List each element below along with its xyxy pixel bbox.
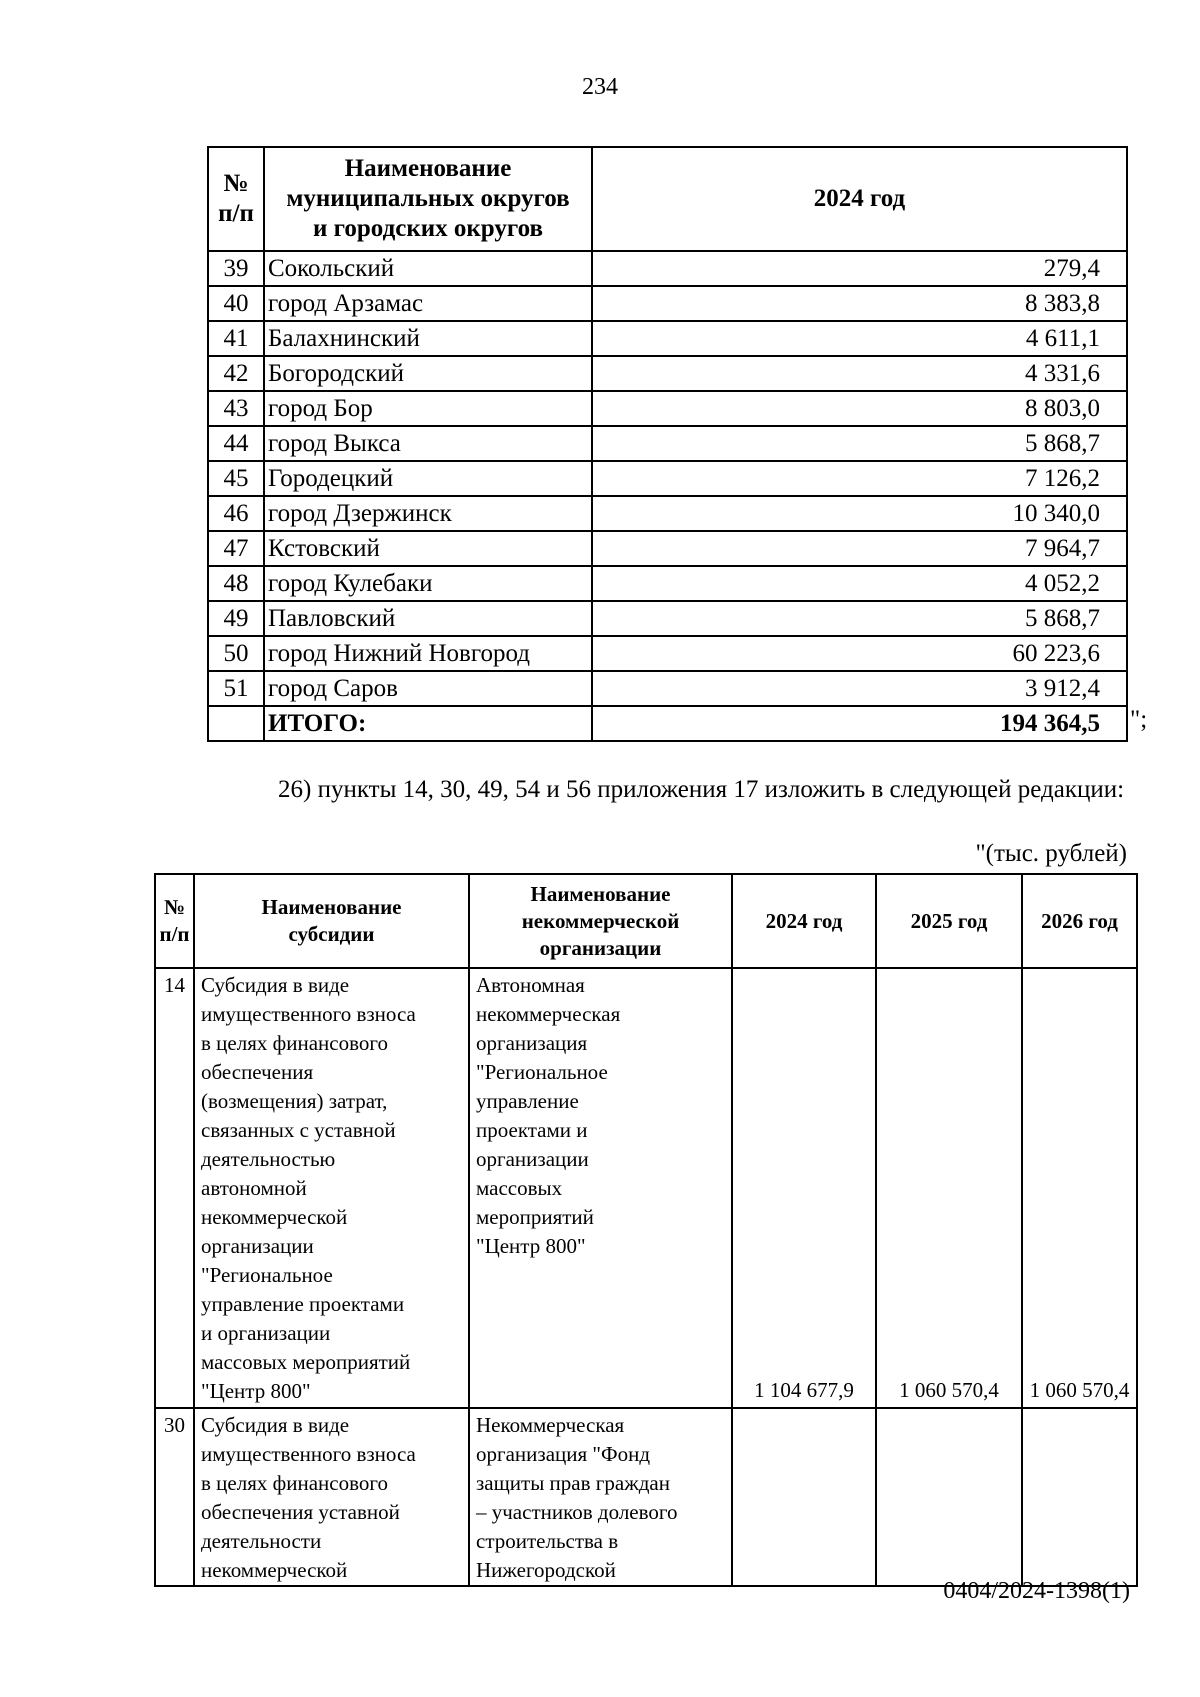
table1-header-row: [208, 147, 1127, 251]
amount-2024: 4 331,6: [592, 356, 1127, 391]
table-row: [208, 601, 1127, 636]
organization-name: [469, 968, 732, 1408]
amount-2024: 10 340,0: [592, 496, 1127, 531]
amount-2025: 1 060 570,4: [876, 968, 1022, 1408]
row-number: 50: [208, 636, 264, 671]
total-value: 194 364,5: [592, 706, 1127, 741]
table-row: [208, 566, 1127, 601]
amount-2024: 4 052,2: [592, 566, 1127, 601]
subsidy-line: автономной: [201, 1176, 307, 1200]
header-org-line: некоммерческой: [521, 908, 680, 933]
org-line: строительства в: [476, 1529, 619, 1553]
subsidy-line: "Центр 800": [201, 1379, 311, 1403]
row-number: 44: [208, 426, 264, 461]
header-subsidy-line: Наименование: [261, 895, 402, 919]
table-row: [208, 321, 1127, 356]
row-number: 46: [208, 496, 264, 531]
total-label: ИТОГО:: [264, 706, 592, 741]
amount-2024: 8 383,8: [592, 286, 1127, 321]
org-line: некоммерческая: [476, 1002, 621, 1026]
subsidy-line: обеспечения: [201, 1060, 314, 1084]
header-name-line: Наименование: [344, 155, 512, 182]
subsidy-line: Субсидия в виде: [201, 1413, 350, 1437]
table2-header-org: [469, 874, 732, 968]
table1-header-num: [208, 147, 264, 251]
amount-2026: 1 060 570,4: [1022, 968, 1137, 1408]
table-row: [208, 461, 1127, 496]
header-org-line: Наименование: [530, 881, 671, 906]
amount-2024: 1 104 677,9: [732, 968, 876, 1408]
total-empty-cell: [208, 706, 264, 741]
org-line: мероприятий: [476, 1205, 594, 1229]
org-line: "Центр 800": [476, 1234, 586, 1258]
table2-header-num: [155, 874, 194, 968]
amount-2025: [876, 1408, 1022, 1586]
subsidy-line: в целях финансового: [201, 1471, 388, 1495]
header-subsidy-line: субсидии: [288, 922, 375, 946]
row-number: 49: [208, 601, 264, 636]
subsidy-line: обеспечения уставной: [201, 1500, 400, 1524]
amount-2024: 7 126,2: [592, 461, 1127, 496]
header-name-line: муниципальных округов: [286, 185, 570, 212]
table2-header-2026: 2026 год: [1022, 874, 1137, 968]
table-row: [208, 426, 1127, 461]
table2-header-subsidy: [194, 874, 469, 968]
subsidy-line: и организации: [201, 1321, 331, 1345]
district-name: город Выкса: [264, 426, 592, 461]
table-row: [208, 636, 1127, 671]
header-name-line: и городских округов: [313, 215, 543, 242]
org-line: защиты прав граждан: [476, 1471, 670, 1495]
subsidy-line: деятельности: [201, 1529, 322, 1553]
subsidy-line: связанных с уставной: [201, 1118, 396, 1142]
table-row: [208, 531, 1127, 566]
subsidy-line: некоммерческой: [201, 1205, 348, 1229]
row-number: 30: [155, 1408, 194, 1586]
org-line: организация: [476, 1031, 588, 1055]
district-name: Кстовский: [264, 531, 592, 566]
org-line: Нижегородской: [476, 1558, 616, 1582]
row-number: 42: [208, 356, 264, 391]
org-line: организации: [476, 1147, 589, 1171]
org-line: – участников долевого: [476, 1500, 678, 1524]
table-row: [208, 496, 1127, 531]
amount-2024: 3 912,4: [592, 671, 1127, 706]
subsidy-line: управление проектами: [201, 1292, 405, 1316]
subsidy-line: организации: [201, 1234, 314, 1258]
header-num-line: №: [223, 170, 249, 197]
subsidy-line: Субсидия в виде: [201, 973, 350, 997]
table1-header-year: 2024 год: [592, 147, 1127, 251]
district-name: город Дзержинск: [264, 496, 592, 531]
table2-header-2024: 2024 год: [732, 874, 876, 968]
district-name: Балахнинский: [264, 321, 592, 356]
subsidy-line: массовых мероприятий: [201, 1350, 411, 1374]
table2-header-2025: 2025 год: [876, 874, 1022, 968]
amount-2026: [1022, 1408, 1137, 1586]
table-row: [208, 356, 1127, 391]
row-number: 41: [208, 321, 264, 356]
municipal-allocation-table: [207, 146, 1128, 742]
amount-2024: [732, 1408, 876, 1586]
document-code: 0404/2024-1398(1): [943, 1578, 1130, 1604]
subsidy-name: [194, 1408, 469, 1586]
row-number: 39: [208, 251, 264, 286]
amount-2024: 60 223,6: [592, 636, 1127, 671]
total-row: [208, 706, 1127, 741]
district-name: город Саров: [264, 671, 592, 706]
header-num-line: п/п: [218, 200, 254, 227]
row-number: 48: [208, 566, 264, 601]
subsidy-line: имущественного взноса: [201, 1002, 416, 1026]
org-line: массовых: [476, 1176, 563, 1200]
subsidy-table: [154, 873, 1138, 1587]
closing-quote: ";: [1130, 706, 1148, 733]
amount-2024: 8 803,0: [592, 391, 1127, 426]
subsidy-line: имущественного взноса: [201, 1442, 416, 1466]
amendment-paragraph: 26) пункты 14, 30, 49, 54 и 56 приложения 17 изложить в следующей редакции:: [278, 776, 1125, 803]
table-row: [208, 671, 1127, 706]
table2-header-row: [155, 874, 1137, 968]
subsidy-line: деятельностью: [201, 1147, 336, 1171]
district-name: Павловский: [264, 601, 592, 636]
row-number: 51: [208, 671, 264, 706]
subsidy-line: в целях финансового: [201, 1031, 388, 1055]
organization-name: [469, 1408, 732, 1586]
units-label: "(тыс. рублей): [975, 840, 1127, 867]
table1-header-name: [264, 147, 592, 251]
district-name: город Кулебаки: [264, 566, 592, 601]
district-name: Городецкий: [264, 461, 592, 496]
page-number: 234: [582, 74, 618, 100]
row-number: 43: [208, 391, 264, 426]
header-num-line: п/п: [159, 922, 190, 946]
header-num-line: №: [163, 895, 186, 919]
row-number: 45: [208, 461, 264, 496]
org-line: управление: [476, 1089, 579, 1113]
amount-2024: 7 964,7: [592, 531, 1127, 566]
org-line: проектами и: [476, 1118, 588, 1142]
district-name: Сокольский: [264, 251, 592, 286]
table-row: [208, 251, 1127, 286]
district-name: город Арзамас: [264, 286, 592, 321]
district-name: Богородский: [264, 356, 592, 391]
district-name: город Нижний Новгород: [264, 636, 592, 671]
header-org-line: организации: [539, 935, 662, 960]
table-row: [208, 391, 1127, 426]
district-name: город Бор: [264, 391, 592, 426]
row-number: 47: [208, 531, 264, 566]
subsidy-name: [194, 968, 469, 1408]
org-line: Некоммерческая: [476, 1413, 625, 1437]
table-row: [155, 1408, 1137, 1586]
org-line: "Региональное: [476, 1060, 608, 1084]
org-line: организация "Фонд: [476, 1442, 650, 1466]
amount-2024: 5 868,7: [592, 426, 1127, 461]
amount-2024: 5 868,7: [592, 601, 1127, 636]
amount-2024: 4 611,1: [592, 321, 1127, 356]
org-line: Автономная: [476, 973, 585, 997]
row-number: 40: [208, 286, 264, 321]
subsidy-line: (возмещения) затрат,: [201, 1089, 388, 1113]
row-number: 14: [155, 968, 194, 1408]
subsidy-line: "Региональное: [201, 1263, 333, 1287]
table-row: [155, 968, 1137, 1408]
amount-2024: 279,4: [592, 251, 1127, 286]
subsidy-line: некоммерческой: [201, 1558, 348, 1582]
table-row: [208, 286, 1127, 321]
